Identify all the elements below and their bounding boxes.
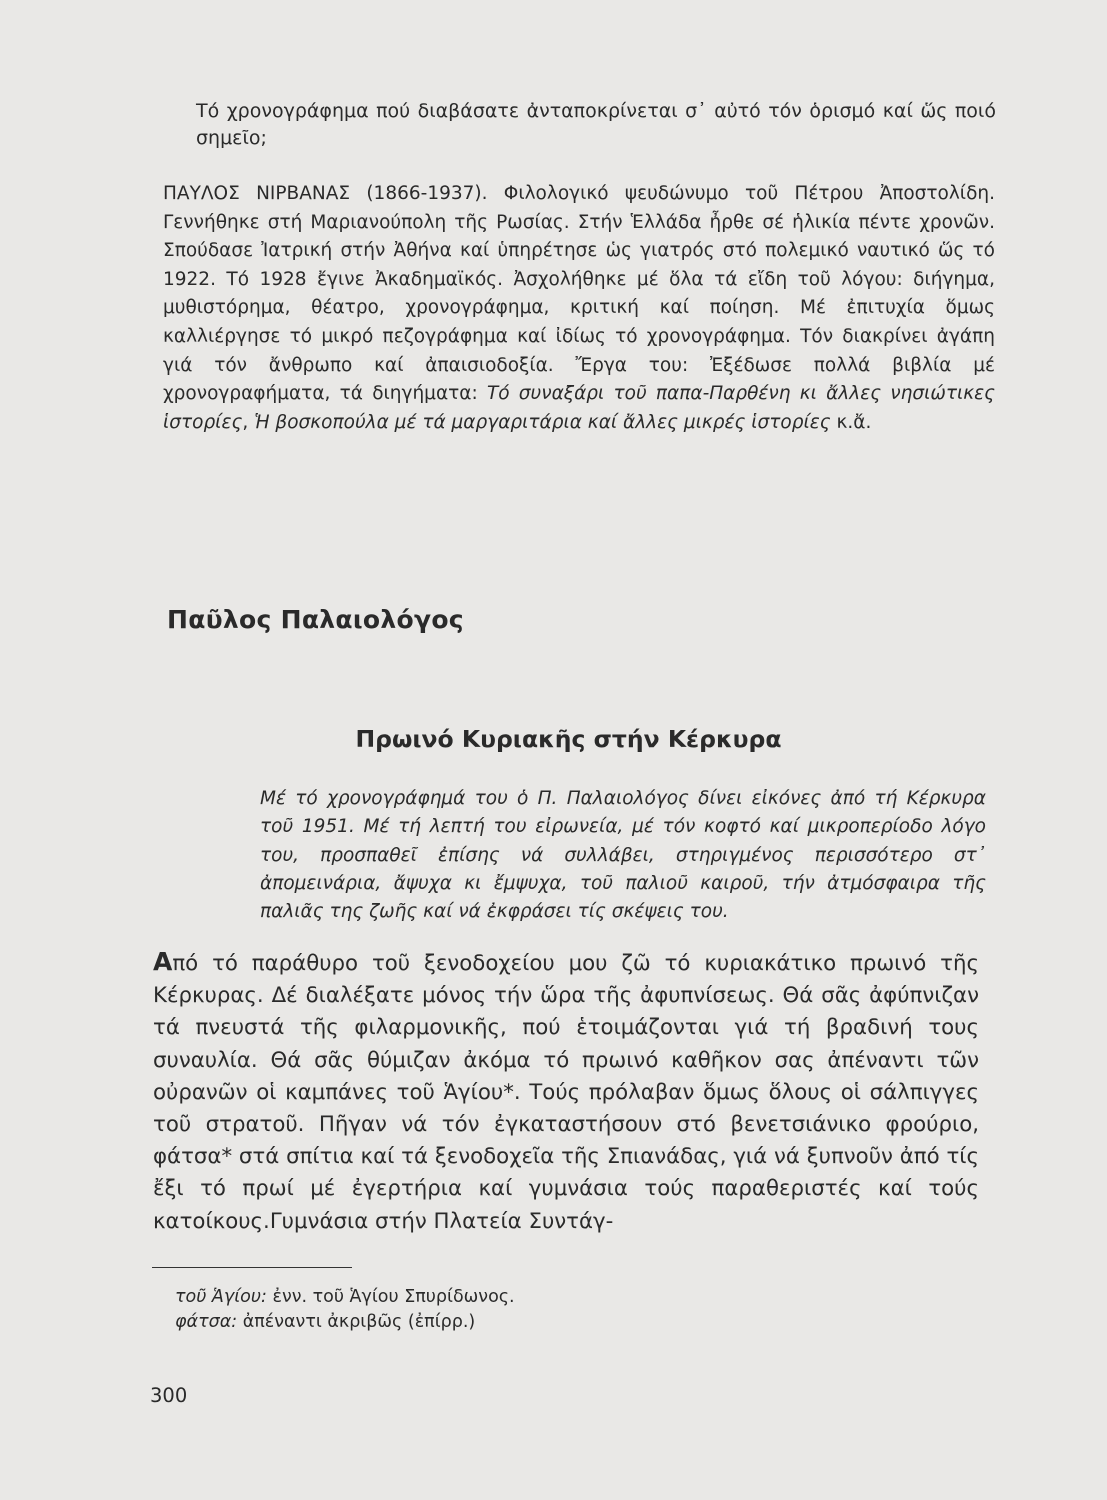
footnotes: [175, 1285, 515, 1335]
footnote-item: [175, 1310, 515, 1335]
drop-cap: Α: [153, 947, 173, 976]
italic-introduction: Μέ τό χρονογράφημά του ὁ Π. Παλαιολόγος δίνει εἰκόνες ἀπό τή Κέρκυρα τοῦ 1951. Μέ τή λεπτή του εἰρωνεία, μέ τόν κοφτό καί μικροπερίοδο λόγο του, προσπαθεῖ ἐπίσης νά συλλάβει, στηριγμένος περισσότερο στ᾽ ἀπομεινάρια, ἄψυχα κι ἔμψυχα, τοῦ παλιοῦ καιροῦ, τήν ἀτμόσφαιρα τῆς παλιᾶς της ζωῆς καί νά ἐκφράσει τίς σκέψεις του.: [260, 788, 986, 923]
footnote-item: [175, 1285, 515, 1310]
author-heading: Παῦλος Παλαιολόγος: [167, 605, 464, 634]
main-text: [153, 946, 979, 1238]
footnote-term: τοῦ Ἁγίου:: [175, 1287, 267, 1307]
main-paragraph: πό τό παράθυρο τοῦ ξενοδοχείου μου ζῶ τό κυριακάτικο πρωινό τῆς Κέρκυρας. Δέ διαλέξατε μόνος τήν ὥρα τῆς ἀφυπνίσεως. Θά σᾶς ἀφύπνιζαν τά πνευστά τῆς φιλαρμονικῆς, πού ἑτοιμάζονται γιά τή βραδινή τους συναυλία. Θά σᾶς θύμιζαν ἀκόμα τό πρωινό καθῆκον σας ἀπέναντι τῶν οὐρανῶν οἱ καμπάνες τοῦ Ἁγίου*. Τούς πρόλαβαν ὅμως ὅλους οἱ σάλπιγγες τοῦ στρατοῦ. Πῆγαν νά τόν ἐγκαταστήσουν στό βενετσιάνικο φρούριο, φάτσα* στά σπίτια καί τά ξενοδοχεῖα τῆς Σπιανάδας, γιά νά ξυπνοῦν ἀπό τίς ἔξι τό πρωί μέ ἐγερτήρια καί γυμνάσια τούς παραθεριστές καί τούς κατοίκους.Γυμνάσια στήν Πλατεία Συντάγ-: [153, 951, 979, 1234]
bio-tail: κ.ἄ.: [830, 411, 872, 433]
footnote-term: φάτσα:: [175, 1312, 238, 1332]
bio-work-2: Ἡ βοσκοπούλα μέ τά μαργαριτάρια καί ἄλλες μικρές ἱστορίες: [254, 411, 831, 433]
bio-work-1: Τό συναξάρι τοῦ παπα-Παρθένη κι ἄλλες νησιώτικες ἱστορίες: [163, 383, 995, 433]
chapter-title: Πρωινό Κυριακῆς στήν Κέρκυρα: [355, 725, 782, 753]
footnote-definition: ἐνν. τοῦ Ἁγίου Σπυρίδωνος.: [266, 1287, 515, 1307]
footnote-definition: ἀπέναντι ἀκριβῶς (ἐπίρρ.): [237, 1312, 476, 1332]
author-biography: [163, 180, 995, 437]
bio-text: ΠΑΥΛΟΣ ΝΙΡΒΑΝΑΣ (1866-1937). Φιλολογικό ψευδώνυμο τοῦ Πέτρου Ἀποστολίδη. Γεννήθηκε στή Μαριανούπολη τῆς Ρωσίας. Στήν Ἑλλάδα ἦρθε σέ ἡλικία πέντε χρονῶν. Σπούδασε Ἰατρική στήν Ἀθήνα καί ὑπηρέτησε ὡς γιατρός στό πολεμικό ναυτικό ὥς τό 1922. Τό 1928 ἔγινε Ἀκαδημαϊκός. Ἀσχολήθηκε μέ ὅλα τά εἴδη τοῦ λόγου: διήγημα, μυθιστόρημα, θέατρο, χρονογράφημα, κριτική καί ποίηση. Μέ ἐπιτυχία ὅμως καλλιέργησε τό μικρό πεζογράφημα καί ἰδίως τό χρονογράφημα. Τόν διακρίνει ἀγάπη γιά τόν ἄνθρωπο καί ἀπαισιοδοξία. Ἔργα του: Ἐξέδωσε πολλά βιβλία μέ χρονογραφήματα, τά διηγήματα:: [163, 183, 995, 405]
intro-question: Τό χρονογράφημα πού διαβάσατε ἀνταποκρίνεται σ᾽ αὐτό τόν ὁρισμό καί ὥς ποιό σημεῖο;: [196, 100, 996, 149]
bio-separator: ,: [242, 411, 255, 433]
footnote-divider: [152, 1267, 352, 1268]
page-number: 300: [150, 1384, 188, 1407]
